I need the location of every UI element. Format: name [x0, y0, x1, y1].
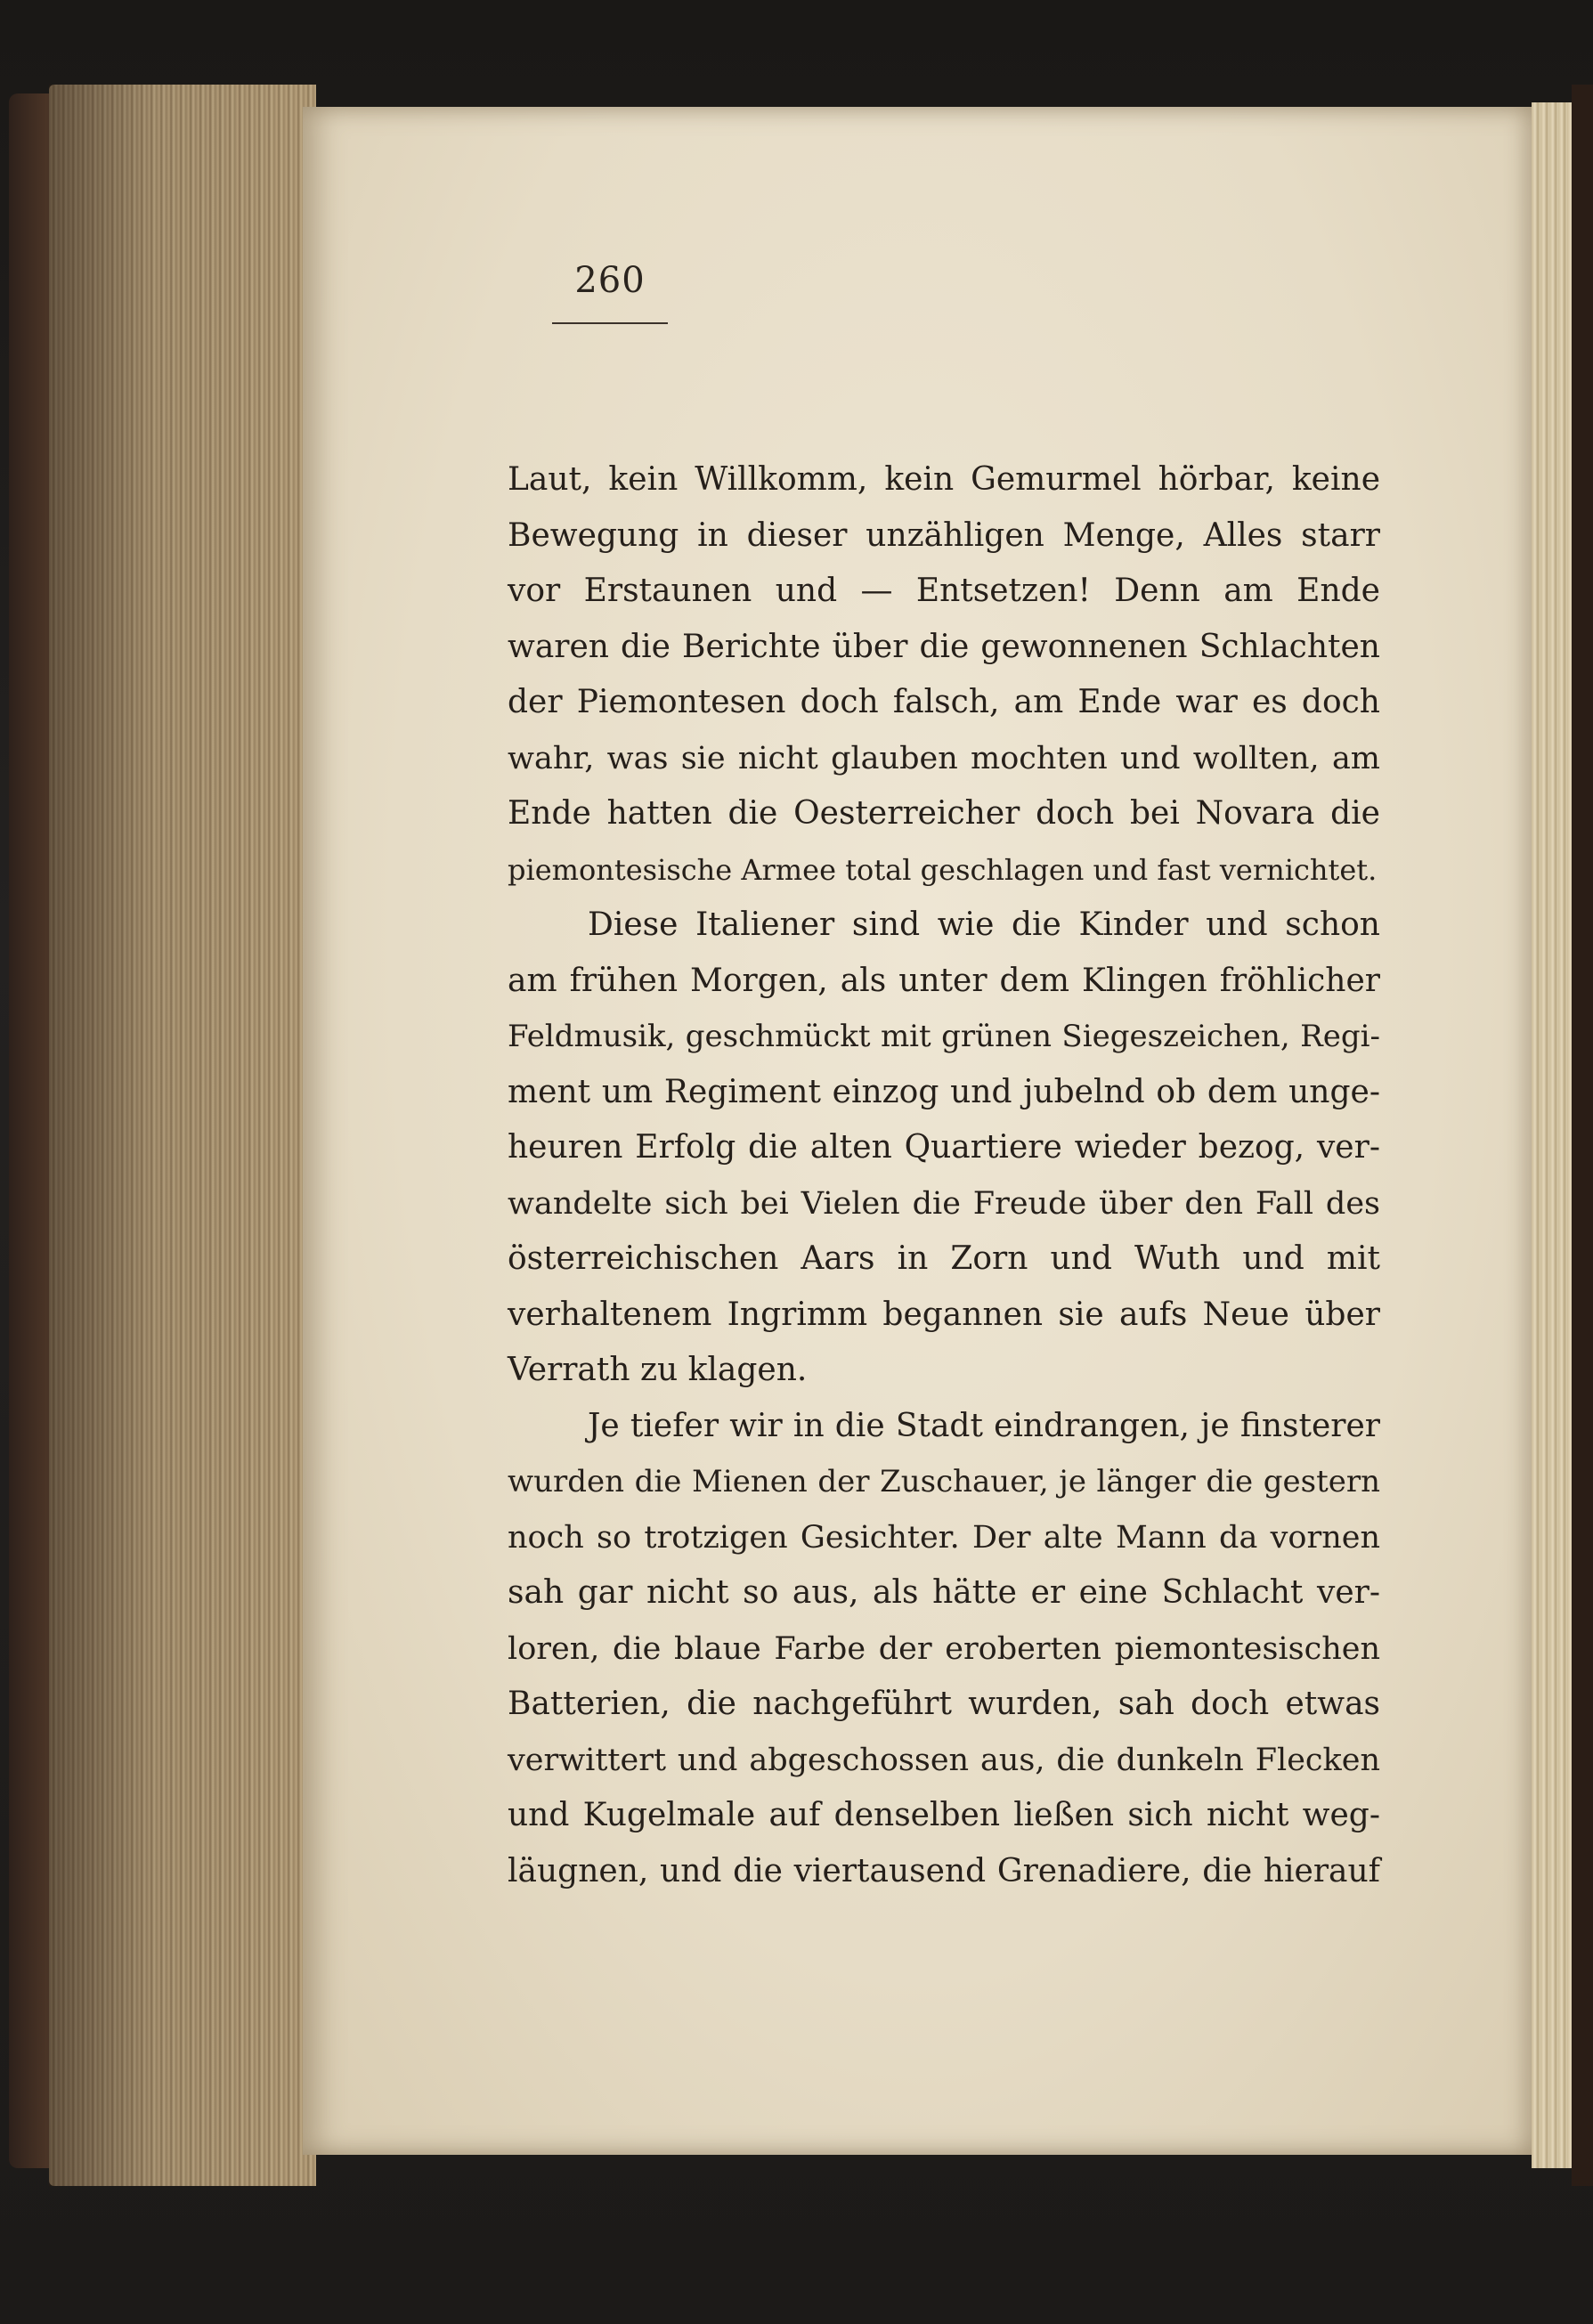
text-line: loren, die blaue Farbe der eroberten piemontesischen [508, 1630, 1380, 1667]
text-line: der Piemontesen doch falsch, am Ende war es doch [508, 684, 1380, 720]
book-cover-right [1572, 85, 1593, 2186]
text-line: wahr, was sie nicht glauben mochten und wollten, am [508, 740, 1380, 776]
text-line: am frühen Morgen, als unter dem Klingen fröhlicher [508, 962, 1380, 999]
header-rule [552, 322, 668, 324]
text-line: Bewegung in dieser unzähligen Menge, Alles starr [508, 516, 1380, 554]
text-line: ment um Regiment einzog und jubelnd ob dem unge- [508, 1073, 1380, 1110]
text-line: Je tiefer wir in die Stadt eindrangen, je finsterer [588, 1407, 1380, 1444]
text-line: und Kugelmale auf denselben ließen sich nicht weg- [508, 1797, 1380, 1833]
text-line: piemontesische Armee total geschlagen und fast vernichtet. [508, 852, 1378, 887]
page-edge-stack [49, 85, 316, 2186]
text-line: verhaltenem Ingrimm begannen sie aufs Neue über [508, 1296, 1380, 1333]
text-line: noch so trotzigen Gesichter. Der alte Mann da vornen [508, 1519, 1380, 1556]
text-line: wandelte sich bei Vielen die Freude über den Fall des [508, 1185, 1380, 1222]
text-line: vor Erstaunen und — Entsetzen! Denn am Ende [508, 573, 1380, 609]
text-line: sah gar nicht so aus, als hätte er eine Schlacht ver- [508, 1574, 1380, 1611]
text-line: Verrath zu klagen. [508, 1352, 808, 1388]
text-line: Ende hatten die Oesterreicher doch bei Novara die [508, 795, 1380, 832]
text-line: verwittert und abgeschossen aus, die dunkeln Flecken [508, 1742, 1380, 1778]
text-line: Feldmusik, geschmückt mit grünen Siegeszeichen, Regi- [508, 1019, 1380, 1054]
text-line: österreichischen Aars in Zorn und Wuth und mit [508, 1240, 1380, 1277]
body-text [508, 452, 1380, 1899]
text-line: waren die Berichte über die gewonnenen Schlachten [508, 628, 1380, 665]
page-number: 260 [574, 260, 646, 301]
text-line: Laut, kein Willkomm, kein Gemurmel hörbar, keine [508, 461, 1380, 498]
text-line: Diese Italiener sind wie die Kinder und schon [588, 906, 1380, 943]
text-line: läugnen, und die viertausend Grenadiere, die hierauf [508, 1852, 1380, 1889]
text-line: heuren Erfolg die alten Quartiere wieder bezog, ver- [508, 1129, 1380, 1166]
text-line: wurden die Mienen der Zuschauer, je länger die gestern [508, 1464, 1380, 1499]
text-line: Batterien, die nachgeführt wurden, sah doch etwas [508, 1686, 1380, 1722]
